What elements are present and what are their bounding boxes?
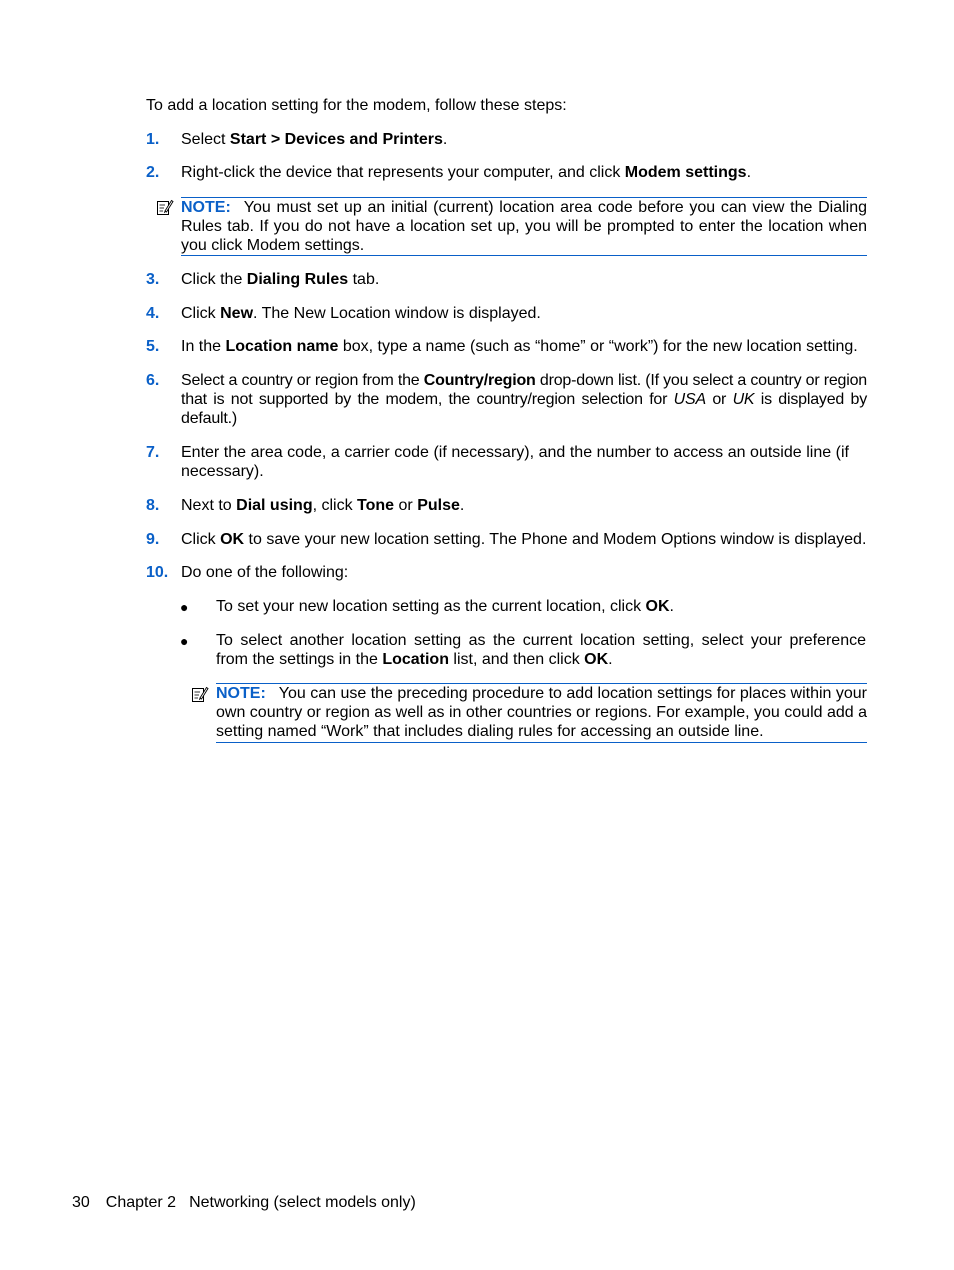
note-text: You can use the preceding procedure to add location settings for places within your own country or region as well as in other countries or regions. For example, you could add a setting named “Work” that includes dialing rules for accessing an outside line. [216, 685, 868, 740]
note-label: NOTE: [216, 685, 266, 702]
step-number: 1. [146, 131, 160, 148]
step-text: Right-click the device that represents your computer, and click Modem settings. [181, 164, 752, 181]
step-text: Select Start > Devices and Printers. [181, 131, 448, 148]
chapter-title: Networking (select models only) [189, 1194, 416, 1211]
step-number: 6. [146, 372, 160, 389]
note-box [181, 197, 867, 256]
note-pencil-icon [156, 198, 174, 216]
bullet-text: To set your new location setting as the current location, click OK. [216, 598, 674, 615]
note-label: NOTE: [181, 199, 231, 216]
intro-paragraph: To add a location setting for the modem, follow these steps: [146, 97, 567, 114]
bullet-text: To select another location setting as the current location setting, select your preference from the settings in the Location list, and then click OK. [216, 632, 866, 668]
bullet-marker: ● [180, 633, 189, 649]
step-text: Enter the area code, a carrier code (if necessary), and the number to access an outside line (if necessary). [181, 444, 849, 480]
bullet-marker: ● [180, 599, 189, 615]
step-number: 2. [146, 164, 160, 181]
step-text: Do one of the following: [181, 564, 349, 581]
step-number: 10. [146, 564, 169, 581]
step-text: Click New. The New Location window is displayed. [181, 305, 541, 322]
step-number: 3. [146, 271, 160, 288]
step-text: In the Location name box, type a name (such as “home” or “work”) for the new location setting. [181, 338, 858, 355]
step-number: 5. [146, 338, 160, 355]
note-text: You must set up an initial (current) location area code before you can view the Dialing Rules tab. If you do not have a location set up, you will be prompted to enter the location when you click Modem settings. [181, 199, 867, 254]
step-text: Next to Dial using, click Tone or Pulse. [181, 497, 465, 514]
note-pencil-icon [191, 685, 209, 703]
note-box [216, 683, 867, 743]
chapter-label: Chapter 2 [105, 1194, 177, 1211]
step-number: 7. [146, 444, 160, 461]
step-text: Select a country or region from the Country/region drop-down list. (If you select a country or region that is not supported by the modem, the country/region selection for USA or UK is displayed by default.) [181, 372, 868, 427]
step-text: Click OK to save your new location setting. The Phone and Modem Options window is displayed. [181, 531, 867, 548]
step-number: 4. [146, 305, 160, 322]
step-number: 8. [146, 497, 160, 514]
page-footer [72, 1193, 432, 1212]
page-number: 30 [72, 1194, 90, 1211]
step-number: 9. [146, 531, 160, 548]
step-text: Click the Dialing Rules tab. [181, 271, 380, 288]
